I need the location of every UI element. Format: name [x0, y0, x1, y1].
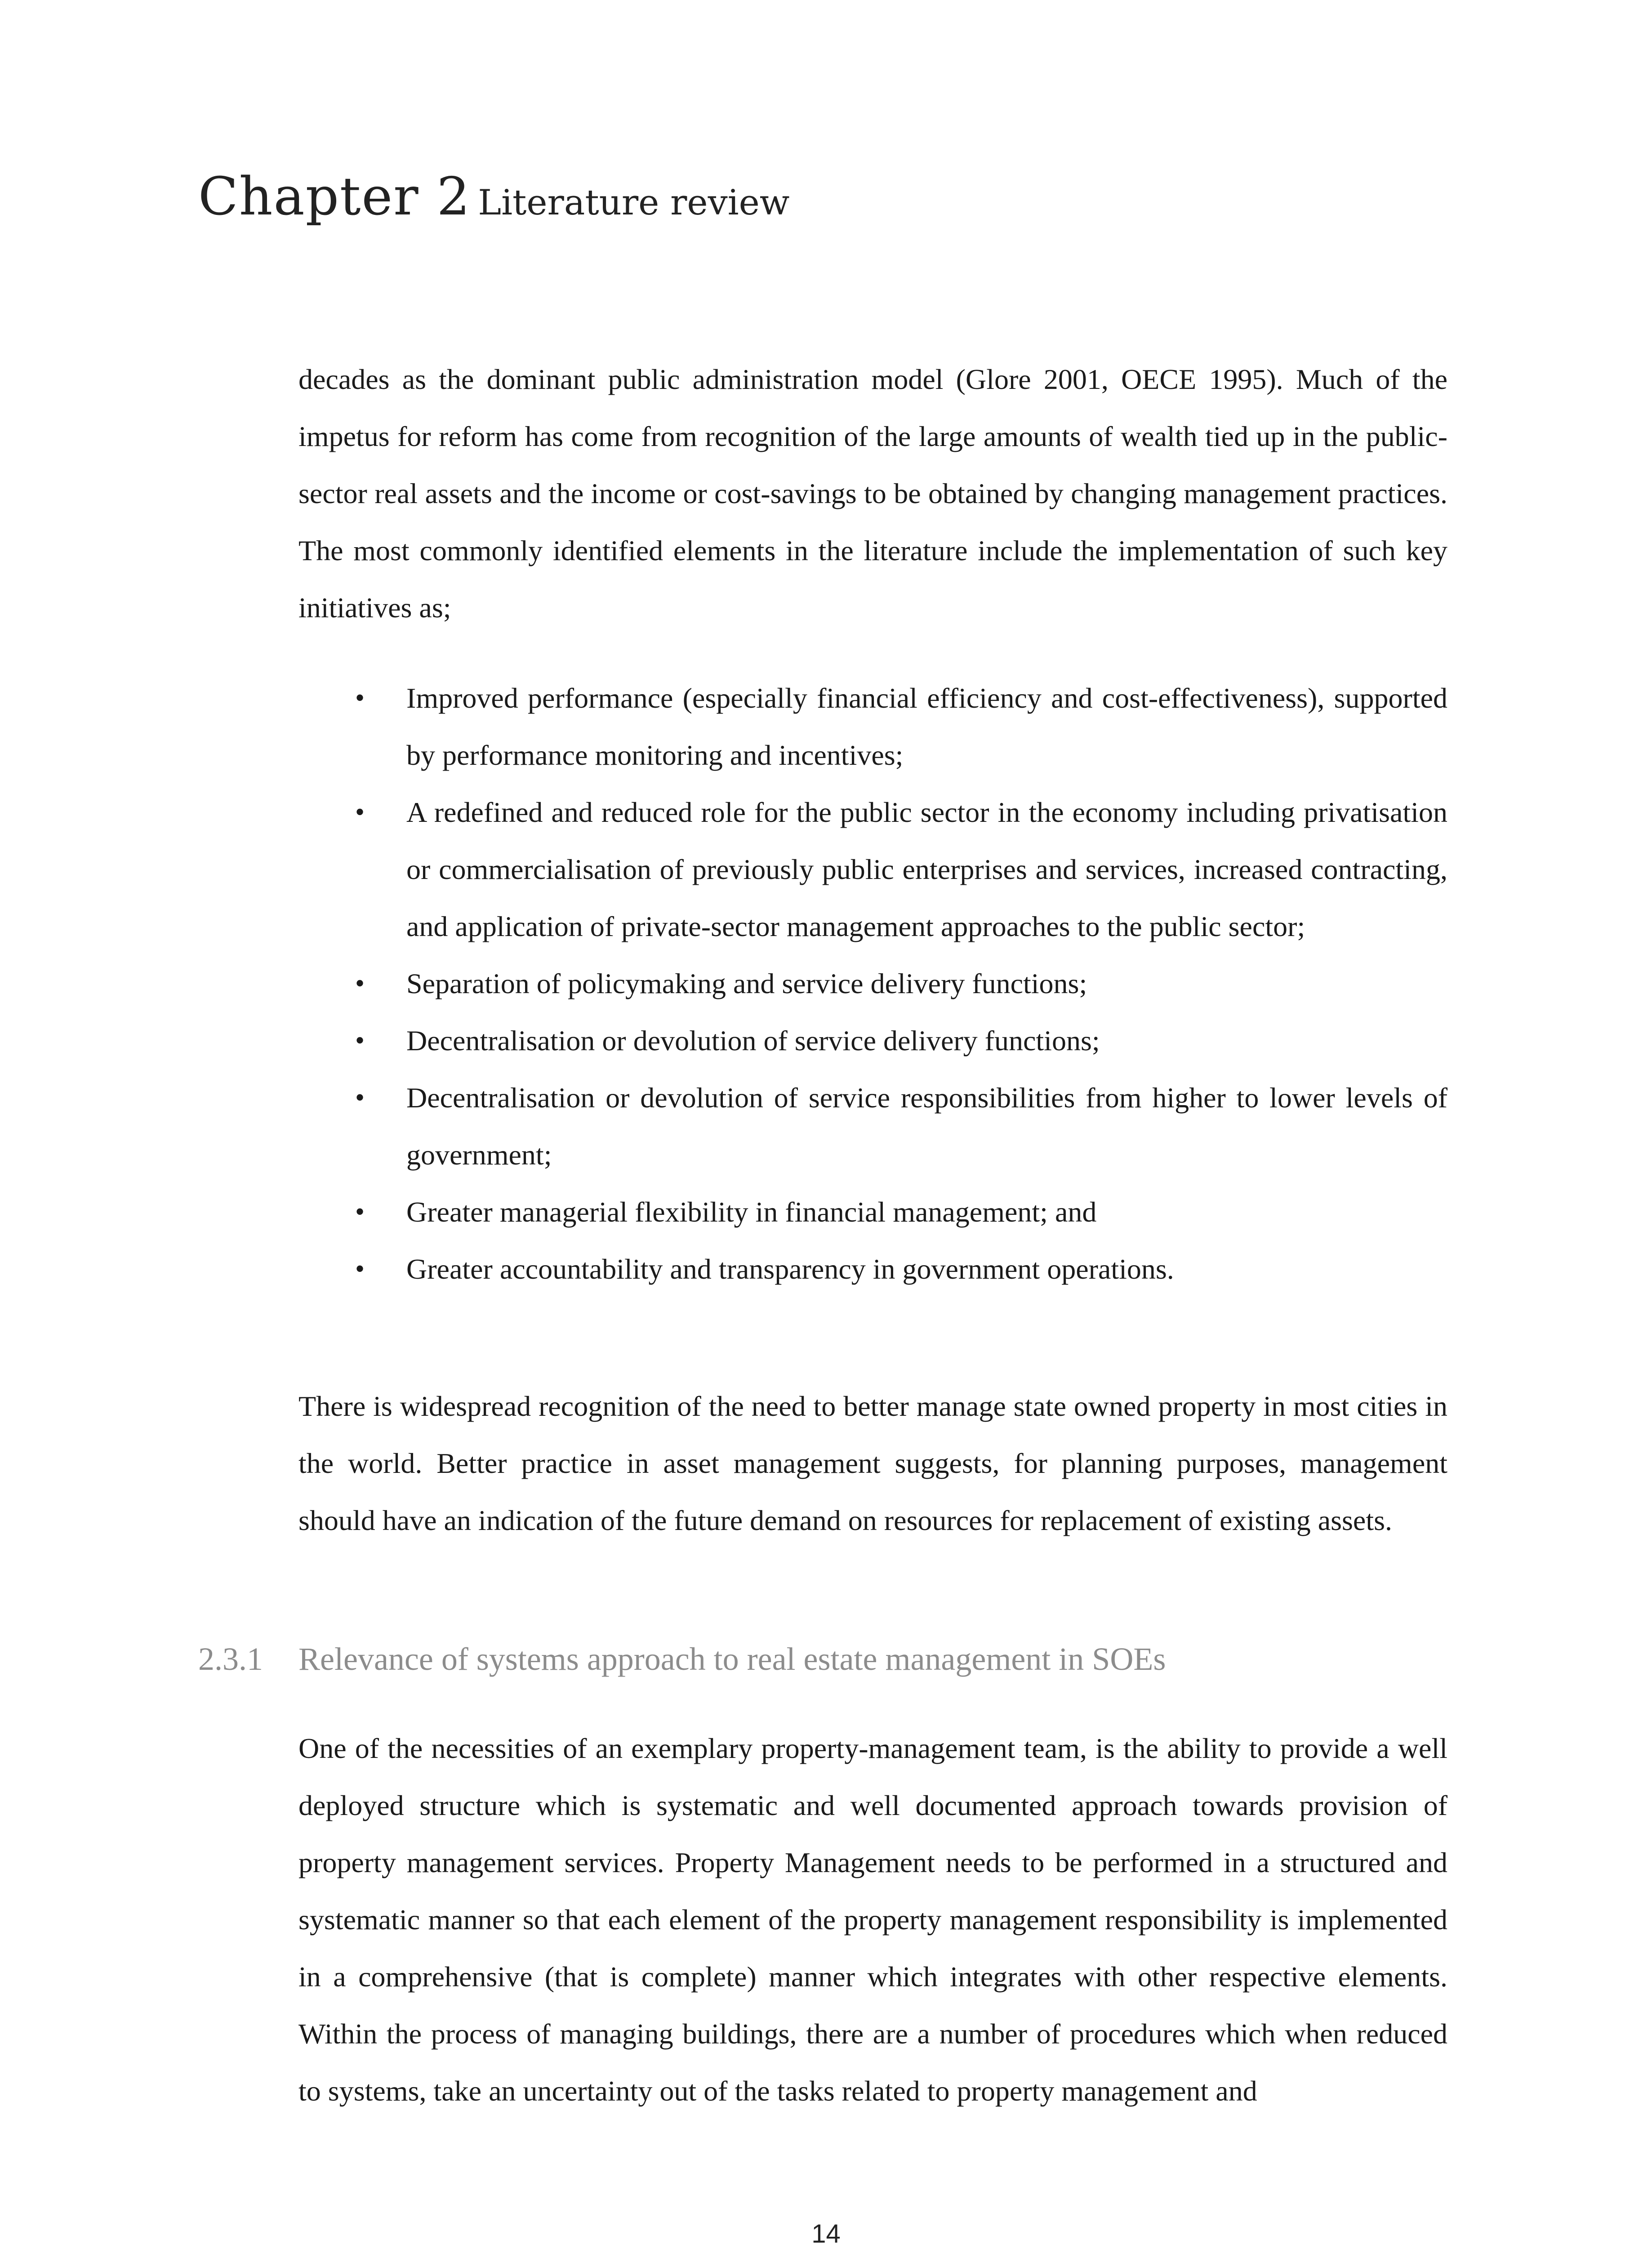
- page-number: 14: [811, 2219, 841, 2248]
- initiatives-list: [298, 669, 1447, 1298]
- bullet-icon: •: [355, 1197, 365, 1227]
- list-item: [298, 784, 1447, 955]
- list-item-text: Greater accountability and transparency in government operations.: [406, 1253, 1174, 1285]
- list-item-text: Separation of policymaking and service delivery functions;: [406, 968, 1087, 999]
- list-item-text: Decentralisation or devolution of service responsibilities from higher to lower levels of government;: [406, 1082, 1447, 1171]
- section-heading: [198, 1637, 1166, 1682]
- bullet-icon: •: [355, 1254, 365, 1284]
- section-number: 2.3.1: [198, 1641, 263, 1677]
- intro-paragraph: decades as the dominant public administration model (Glore 2001, OECE 1995). Much of the impetus for reform has come from recognition of the large amounts of wealth tied up in the public-sector real assets and the income or cost-savings to be obtained by changing management practices. The most commonly identified elements in the literature include the implementation of such key initiatives as;: [298, 363, 1447, 624]
- list-item: [298, 955, 1447, 1012]
- list-item: [298, 669, 1447, 784]
- list-item-text: Improved performance (especially financial efficiency and cost-effectiveness), supported by performance monitoring and incentives;: [406, 682, 1447, 771]
- list-item: [298, 1183, 1447, 1240]
- bullet-icon: •: [355, 797, 365, 827]
- body-paragraph: One of the necessities of an exemplary property-management team, is the ability to provide a well deployed structure which is systematic and well documented approach towards provision of property management services. Property Management needs to be performed in a structured and systematic manner so that each element of the property management responsibility is implemented in a comprehensive (that is complete) manner which integrates with other respective elements. Within the process of managing buildings, there are a number of procedures which when reduced to systems, take an uncertainty out of the tasks related to property management and: [298, 1732, 1447, 2107]
- bullet-icon: •: [355, 968, 365, 998]
- bullet-icon: •: [355, 1083, 365, 1112]
- body-paragraph: There is widespread recognition of the need to better manage state owned property in most cities in the world. Better practice in asset management suggests, for planning purposes, management should have an indication of the future demand on resources for replacement of existing assets.: [298, 1390, 1447, 1536]
- bullet-icon: •: [355, 683, 365, 713]
- list-item: [298, 1240, 1447, 1298]
- chapter-header: [198, 166, 790, 227]
- section-title: Relevance of systems approach to real estate management in SOEs: [298, 1641, 1166, 1677]
- list-item-text: Greater managerial flexibility in financial management; and: [406, 1196, 1097, 1228]
- list-item: [298, 1069, 1447, 1183]
- bullet-icon: •: [355, 1026, 365, 1055]
- list-item-text: Decentralisation or devolution of service delivery functions;: [406, 1025, 1100, 1057]
- list-item: [298, 1012, 1447, 1069]
- chapter-label: Chapter 2: [198, 166, 471, 227]
- list-item-text: A redefined and reduced role for the public sector in the economy including privatisation or commercialisation of previously public enterprises and services, increased contracting, and application of private-sector management approaches to the public sector;: [406, 796, 1447, 942]
- chapter-title: Literature review: [478, 183, 790, 223]
